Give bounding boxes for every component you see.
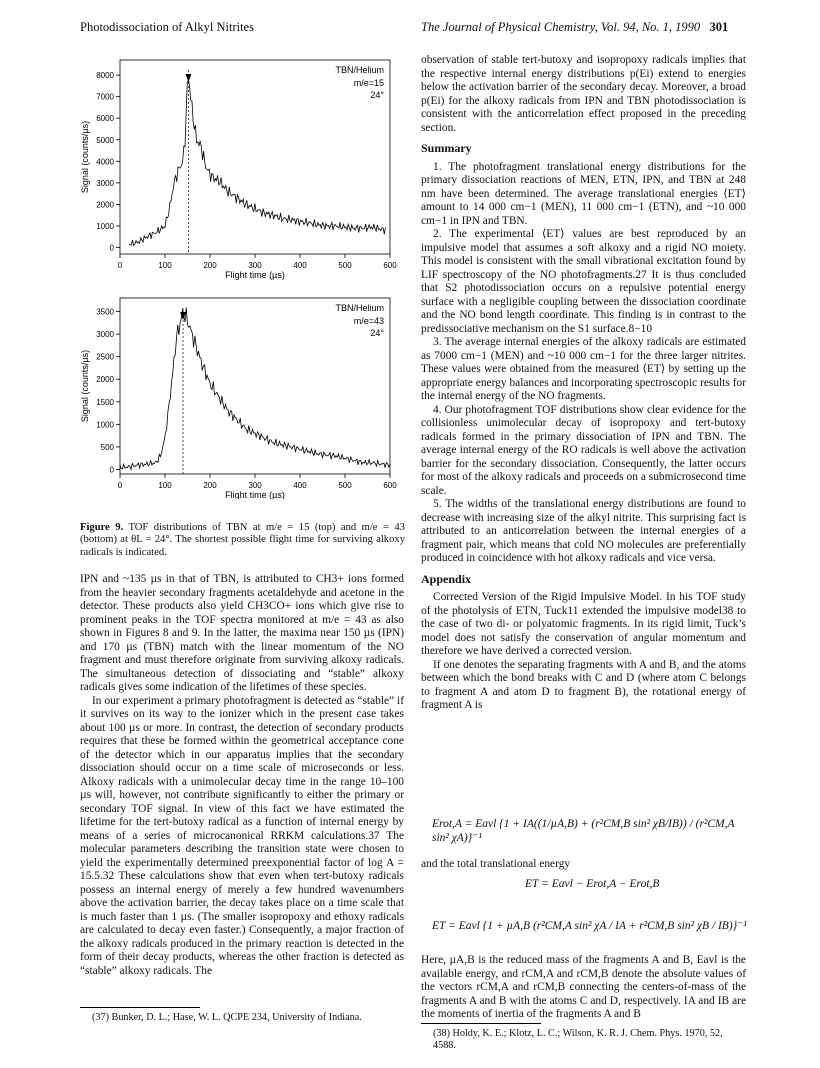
summary-item: 5. The widths of the translational energy distributions are found to decrease with increasing size of the alkyl nitrite. This surprising fact is attributed to an anticorrelation between the internal energies of a fragment pair, which means that cold NO molecules are preferentially produced in coincidence with hot alkoxy radicals and vice versa.: [421, 498, 746, 564]
running-header-journal: [421, 20, 728, 34]
paragraph: observation of stable tert-butoxy and isopropoxy radicals implies that the respective internal energy distributions p(Ei) extend to energies below the activation barrier of the secondary decay. Moreover, a broad p(Ei) for the alkoxy radicals from IPN and TBN photodissociation is consistent with the anticorrelation effect proposed in the preceding section.: [421, 54, 746, 134]
x-tick-label: 600: [383, 261, 397, 270]
y-tick-label: 0: [109, 465, 114, 475]
y-tick-label: 2000: [96, 375, 114, 385]
x-tick-label: 200: [203, 261, 217, 270]
summary-item: 2. The experimental ⟨ET⟩ values are best reproduced by an impulsive model that assumes a soft alkoxy and a rigid NO moiety. This model is consistent with the small vibrational excitation found by LIF spectroscopy of the NO photofragments.27 It is thus concluded that S2 photodissociation occurs on a repulsive potential energy surface with a negligible coupling between the dissociation coordinate and the NO bond length coordinate. This finding is in contrast to the predissociative mechanism on the S1 surface.8−10: [421, 228, 746, 335]
footnote-rule-right: [421, 1023, 541, 1024]
y-tick-label: 6000: [96, 114, 114, 124]
x-tick-label: 600: [383, 481, 397, 490]
chart-annotation: m/e=15: [353, 78, 384, 88]
summary-heading: Summary: [421, 141, 472, 155]
plot-frame: [120, 60, 390, 254]
left-column: [80, 573, 404, 978]
x-tick-label: 300: [248, 261, 262, 270]
x-tick-label: 400: [293, 481, 307, 490]
y-tick-label: 3500: [96, 307, 114, 317]
paragraph: IPN and ~135 µs in that of TBN, is attributed to CH3+ ions formed from the heavier secondary fragments acetaldehyde and acetone in the detector. These products also yield CH3CO+ ions which give rise to prominent peaks in the TOF spectra monitored at m/e = 43 as also shown in Figures 8 and 9. In the latter, the maxima near 150 µs (IPN) and 170 µs (TBN) match with the linear momentum of the NO fragment and must therefore originate from surviving alkoxy radicals. The simultaneous detection of dissociating and “stable” alkoxy radicals gives some indication of the lifetimes of these species.: [80, 573, 404, 693]
x-axis-label: Flight time (µs): [225, 270, 285, 280]
x-tick-label: 500: [338, 261, 352, 270]
x-tick-label: 100: [158, 261, 172, 270]
paragraph: In our experiment a primary photofragment is detected as “stable” if it survives on its way to the ionizer which in the present case takes about 100 µs or more. In contrast, the detection of secondary products requires that these be formed within the geometrical acceptance cone of the detector which in our apparatus implies that the secondary dissociation should occur on a time scale of microseconds or less. Alkoxy radicals with a unimolecular decay time in the range 10–100 µs will, however, not contribute significantly to either the primary or secondary TOF signal. In view of this fact we have estimated the lifetime for the tert-butoxy radical as a function of internal energy by means of a series of microcanonical RRKM calculations.37 The molecular parameters describing the transition state were chosen to yield the experimentally determined preexponential factor of log A = 15.5.32 These calculations show that even when tert-butoxy radicals possess an internal energy of merely a few hundred wavenumbers above the activation barrier, the decay takes place on a time scale that is much faster than 1 µs. (The smaller isopropoxy and ethoxy radicals are calculated to decay even faster.) Consequently, a major fraction of the alkoxy radicals produced in the primary reaction is detected in the form of their decay products, whereas the other fraction is detected as “stable” alkoxy radicals. The: [80, 694, 404, 977]
x-tick-label: 400: [293, 261, 307, 270]
summary-item: 3. The average internal energies of the alkoxy radicals are estimated as 7000 cm−1 (MEN) and ~10 000 cm−1 for the three larger nitrites. These values were obtained from the measured ⟨ET⟩ by setting up the appropriate energy balances and incorporating spectroscopic results for the internal energy of the NO fragments.: [421, 336, 746, 402]
y-tick-label: 1000: [96, 221, 114, 231]
y-tick-label: 2500: [96, 352, 114, 362]
chart-annotation: 24°: [370, 90, 384, 100]
y-tick-label: 500: [100, 442, 114, 452]
summary-item: 1. The photofragment translational energy distributions for the primary dissociation reactions of MEN, ETN, IPN, and TBN at 248 nm have been determined. The average translational energies ⟨ET⟩ amount to 14 000 cm−1 (MEN), 11 000 cm−1 (ETN), and ~10 000 cm−1 in IPN and TBN.: [421, 160, 746, 227]
paragraph-final: Here, µA,B is the reduced mass of the fragments A and B, Eavl is the available energy, and rCM,A and rCM,B denote the absolute values of the vectors rCM,A and rCM,B connecting the centers-of-mass of the fragments A and B with the atoms C and D, respectively. IA and IB are the moments of inertia of the fragments A and B: [421, 954, 746, 1020]
chart-title: TBN/Helium: [335, 303, 384, 313]
page-number: 301: [709, 20, 729, 34]
figure-label: Figure 9.: [80, 522, 124, 533]
x-tick-label: 300: [248, 481, 262, 490]
y-tick-label: 5000: [96, 135, 114, 145]
y-tick-label: 8000: [96, 71, 114, 81]
y-tick-label: 4000: [96, 157, 114, 167]
summary-item: 4. Our photofragment TOF distributions show clear evidence for the collisionless unimolecular decay of isopropoxy and tert-butoxy radicals formed in the primary dissociation of IPN and TBN. The average internal energy of the RO radicals is well above the activation barrier for the secondary dissociation. Consequently, the latter occurs for most of the alkoxy radicals and proceeds on a submicrosecond time scale.: [421, 403, 746, 497]
text-between-equations: and the total translational energy: [421, 858, 571, 870]
signal-trace: [120, 308, 390, 470]
y-axis-label: Signal (counts/µs): [80, 120, 90, 194]
appendix-heading: Appendix: [421, 571, 472, 586]
y-tick-label: 2000: [96, 200, 114, 210]
paragraph: Corrected Version of the Rigid Impulsive Model. In his TOF study of the photolysis of ETN, Tuck11 extended the impulsive model38 to the case of two di- or polyatomic fragments. In its rigid limit, Tuck’s model does not satisfy the conservation of angular momentum and therefore we have derived a corrected version.: [421, 591, 746, 657]
y-tick-label: 1000: [96, 420, 114, 430]
tof-chart-bottom: [80, 298, 397, 499]
x-tick-label: 0: [117, 261, 123, 270]
y-tick-label: 7000: [96, 92, 114, 102]
right-column: [421, 54, 746, 713]
equation-translational-energy-full: ET = Eavl {1 + µA,B (r²CM,A sin² χA / IA + r²CM,B sin² χB / IB)}⁻¹: [432, 920, 747, 932]
x-tick-label: 500: [338, 481, 352, 490]
tof-chart-top: [80, 60, 397, 280]
y-tick-label: 3000: [96, 330, 114, 340]
y-axis-label: Signal (counts/µs): [80, 349, 90, 423]
x-tick-label: 0: [117, 481, 123, 490]
footnote-38: (38) Holdy, K. E.; Klotz, L. C.; Wilson, K. R. J. Chem. Phys. 1970, 52, 4588.: [433, 1028, 723, 1051]
x-tick-label: 200: [203, 481, 217, 490]
journal-citation: The Journal of Physical Chemistry, Vol. 94, No. 1, 1990: [421, 20, 701, 34]
x-axis-label: Flight time (µs): [225, 490, 285, 499]
chart-annotation: 24°: [370, 328, 384, 338]
x-tick-label: 100: [158, 481, 172, 490]
footnote-37: (37) Bunker, D. L.; Hase, W. L. QCPE 234, University of Indiana.: [92, 1012, 362, 1023]
y-tick-label: 1500: [96, 397, 114, 407]
signal-trace: [129, 80, 386, 245]
paragraph: If one denotes the separating fragments with A and B, and the atoms between which the bond breaks with C and D (where atom C belongs to fragment A and atom D to fragment B), the rotational energy of fragment A is: [421, 658, 746, 711]
footnote-rule-left: [80, 1007, 200, 1008]
figure-caption: [80, 522, 405, 559]
figure-caption-text: TOF distributions of TBN at m/e = 15 (top) and m/e = 43 (bottom) at θL = 24°. The shortest possible flight time for surviving alkoxy radicals is indicated.: [80, 522, 405, 558]
running-header-title: Photodissociation of Alkyl Nitrites: [80, 20, 254, 34]
y-tick-label: 0: [109, 243, 114, 253]
equation-rotational-energy: Erot,A = Eavl {1 + IA((1/µA,B) + (r²CM,B sin² χB/IB)) / (r²CM,A sin² χA)}⁻¹: [432, 818, 735, 844]
figure-9: [78, 54, 408, 499]
chart-annotation: m/e=43: [353, 316, 384, 326]
y-tick-label: 3000: [96, 178, 114, 188]
chart-title: TBN/Helium: [335, 65, 384, 75]
equation-translational-energy: ET = Eavl − Erot,A − Erot,B: [525, 878, 660, 890]
plot-frame: [120, 298, 390, 474]
